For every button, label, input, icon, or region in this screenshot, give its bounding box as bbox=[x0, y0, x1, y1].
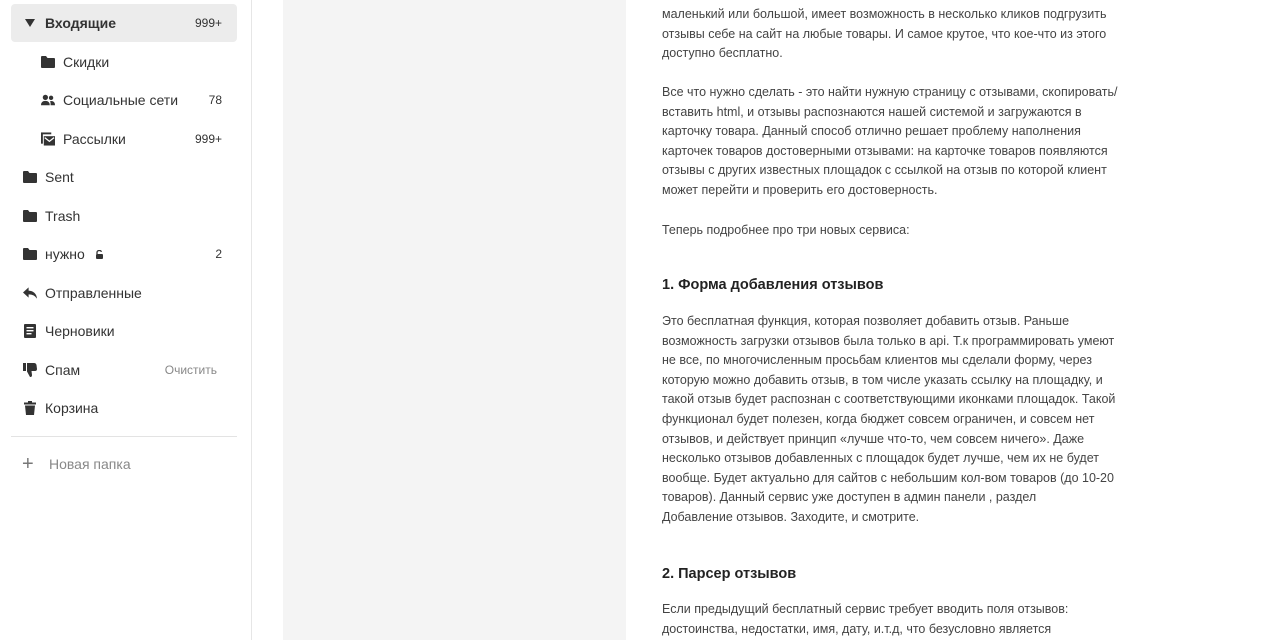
folder-sidebar bbox=[0, 0, 252, 640]
paragraph-intro bbox=[662, 5, 1152, 64]
text-line: не все, по многочисленным просьбам клиентов мы сделали форму, через bbox=[662, 353, 1092, 368]
text-line: несколько отзывов добавленных с площадок будет лучше, чем их не будет bbox=[662, 451, 1099, 466]
unread-count: 78 bbox=[208, 93, 222, 107]
folder-inbox[interactable] bbox=[11, 4, 237, 42]
text-line: отзывы себе на сайт на любые товары. И самое крутое, что кое-что из этого bbox=[662, 26, 1107, 41]
text-line: отзывов, и действует принцип «лучше что-то, чем совсем ничего». Даже bbox=[662, 431, 1085, 446]
folder-discounts[interactable] bbox=[11, 43, 237, 81]
folder-social[interactable] bbox=[11, 81, 237, 119]
folder-trash-en[interactable] bbox=[11, 197, 237, 235]
folder-drafts[interactable] bbox=[11, 312, 237, 350]
folder-icon bbox=[23, 209, 37, 223]
sidebar-divider bbox=[11, 436, 237, 437]
paragraph-services-intro bbox=[662, 221, 1152, 241]
text-line: Теперь подробнее про три новых сервиса: bbox=[662, 223, 910, 237]
plus-icon: + bbox=[22, 453, 34, 475]
folder-label: Trash bbox=[45, 208, 81, 224]
text-line: достоинства, недостатки, имя, дату, и.т.д, что безусловно является bbox=[662, 621, 1052, 636]
paragraph-review-form bbox=[662, 312, 1152, 528]
folder-sent-en[interactable] bbox=[11, 158, 237, 196]
text-line: товаров). Данный сервис уже доступен в админ панели , раздел bbox=[662, 490, 1037, 505]
clear-spam-button[interactable]: Очистить bbox=[164, 363, 217, 377]
heading-review-form: 1. Форма добавления отзывов bbox=[662, 277, 884, 293]
folder-label: Скидки bbox=[63, 54, 110, 70]
people-icon bbox=[41, 93, 55, 107]
folder-needed[interactable] bbox=[11, 235, 237, 273]
heading-review-parser: 2. Парсер отзывов bbox=[662, 566, 797, 582]
lock-icon bbox=[95, 250, 104, 259]
trash-icon bbox=[23, 401, 37, 415]
paragraph-how-to bbox=[662, 83, 1152, 201]
folder-sent[interactable] bbox=[11, 274, 237, 312]
text-line: функционал будет полезен, когда бюджет совсем ограничен, и совсем нет bbox=[662, 411, 1095, 426]
folder-newsletters[interactable] bbox=[11, 120, 237, 158]
folder-label: Черновики bbox=[45, 323, 115, 339]
draft-icon bbox=[23, 324, 37, 338]
text-line: такой отзыв будет распознан с соответствующими иконками площадок. Такой bbox=[662, 392, 1116, 407]
folder-label: Рассылки bbox=[63, 131, 126, 147]
folder-label: Корзина bbox=[45, 400, 99, 416]
folder-label: Входящие bbox=[45, 15, 116, 31]
text-line: Это бесплатная функция, которая позволяет добавить отзыв. Раньше bbox=[662, 314, 1070, 328]
text-line: вставить html, и отзывы распознаются нашей системой и загружаются в bbox=[662, 104, 1082, 119]
paragraph-review-parser bbox=[662, 600, 1152, 639]
folder-icon bbox=[41, 55, 55, 69]
unread-count: 999+ bbox=[194, 132, 222, 146]
text-line: Добавление отзывов. Заходите, и смотрите. bbox=[662, 509, 920, 524]
folder-label: Sent bbox=[45, 169, 74, 185]
text-line: карточек товаров достоверными отзывами: на карточке товаров появляются bbox=[662, 143, 1108, 158]
text-line: может перейти и проверить его достоверность. bbox=[662, 182, 938, 197]
text-line: Если предыдущий бесплатный сервис требует вводить поля отзывов: bbox=[662, 602, 1069, 616]
unread-count: 999+ bbox=[194, 16, 222, 30]
folder-label: Социальные сети bbox=[63, 92, 179, 108]
caret-down-icon[interactable] bbox=[23, 16, 37, 30]
thumbs-down-icon bbox=[23, 363, 37, 377]
text-line: отзывы с других известных площадок с ссылкой на отзыв по которой клиент bbox=[662, 163, 1107, 178]
new-folder-label: Новая папка bbox=[49, 456, 131, 472]
text-line: Все что нужно сделать - это найти нужную страницу с отзывами, скопировать/ bbox=[662, 85, 1118, 99]
folder-label: нужно bbox=[45, 246, 85, 262]
folder-icon bbox=[23, 247, 37, 261]
letter-body bbox=[626, 0, 1189, 640]
folder-icon bbox=[23, 170, 37, 184]
new-folder-button[interactable] bbox=[22, 452, 131, 476]
folder-label: Спам bbox=[45, 362, 81, 378]
reply-icon bbox=[23, 286, 37, 300]
text-line: возможность загрузки отзывов была только в api. Т.к программировать умеют bbox=[662, 333, 1115, 348]
newsletter-icon bbox=[41, 132, 55, 146]
folder-label: Отправленные bbox=[45, 285, 142, 301]
text-line: маленький или большой, имеет возможность в несколько кликов подгрузить bbox=[662, 7, 1107, 21]
text-line: доступно бесплатно. bbox=[662, 46, 783, 61]
folder-bin[interactable] bbox=[11, 389, 237, 427]
text-line: вообще. Будет актуально для сайтов с небольшим кол-вом товаров (до 10-20 bbox=[662, 470, 1114, 485]
unread-count: 2 bbox=[215, 247, 222, 261]
text-line: карточку товара. Данный способ отлично решает проблему наполнения bbox=[662, 124, 1081, 139]
text-line: которую можно добавить отзыв, в том числе указать ссылку на площадку, и bbox=[662, 372, 1103, 387]
folder-spam[interactable] bbox=[11, 351, 237, 389]
